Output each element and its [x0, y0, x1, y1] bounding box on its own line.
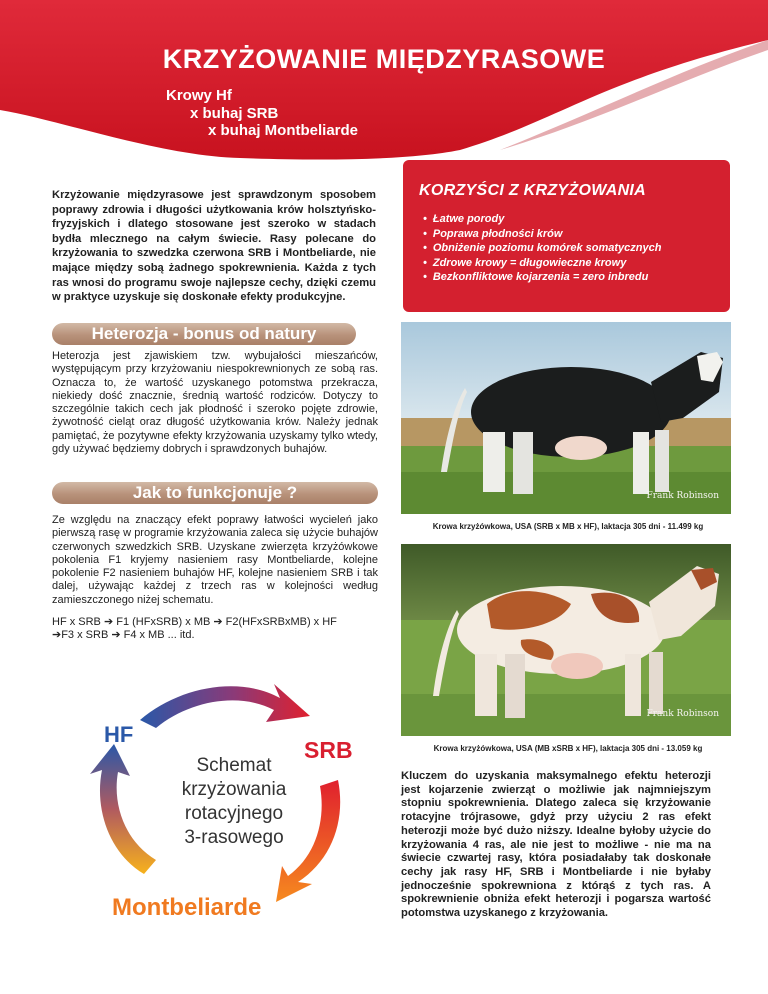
benefits-list: [403, 200, 730, 285]
benefit-item: • Obniżenie poziomu komórek somatycznych: [423, 241, 730, 256]
scheme-line-2: ➔F3 x SRB ➔ F4 x MB ... itd.: [52, 629, 195, 641]
diagram-center-text: [174, 754, 294, 850]
page-title: KRZYŻOWANIE MIĘDZYRASOWE: [162, 44, 606, 74]
howto-paragraph: Ze względu na znaczący efekt poprawy łatwości wycieleń jako pierwszą rasę w programie krzyżowania zaleca się użycie buhajów czerwonych szwedzkich SRB. Uzyskane zwierzęta krzyżówkowe pokolenia F1 kryjemy nasieniem rasy Montbeliarde, kolejne pokolenie F2 nasieniem buhajów HF, kolejne nasieniem SRB i tak dalej, używając każdej z trzech ras w kolejności według zamieszczonego niżej schematu.: [52, 514, 378, 606]
benefit-item: • Poprawa płodności krów: [423, 227, 730, 242]
photo-2-watermark: Frank Robinson: [646, 709, 719, 719]
scheme-line-1: HF x SRB ➔ F1 (HFxSRB) x MB ➔ F2(HFxSRBxMB) x HF: [52, 616, 337, 628]
arrow-hf-to-srb: [140, 684, 310, 728]
heterosis-paragraph: Heterozja jest zjawiskiem tzw. wybujałości mieszańców, występującym przy krzyżowaniu niespokrewnionych ze sobą ras. Oznacza to, że wartość uzyskanego potomstwa przekracza, niekiedy dość znacznie, średnią wartość rodziców. Dotyczy to szczególnie takich cech jak płodność i szeroko pojęte zdrowie, żywotność cieląt oraz długość użytkowania krów. Należy jednak pamiętać, że pozytywne efekty krzyżowania uzyskamy tylko wtedy, gdy używać będziemy dobrych i sprawdzonych buhajów.: [52, 350, 378, 456]
heterosis-heading: Heterozja - bonus od natury: [52, 323, 356, 345]
banner-shape: [0, 0, 768, 160]
center-line: krzyżowania: [181, 779, 287, 800]
photo-2-caption: Krowa krzyżówkowa, USA (MB xSRB x HF), laktacja 305 dni - 13.059 kg: [433, 744, 703, 753]
center-line: Schemat: [196, 755, 272, 776]
header-banner: [0, 0, 768, 160]
subtitle-line-2: x buhaj SRB: [190, 105, 279, 122]
center-line: rotacyjnego: [184, 803, 284, 824]
howto-heading: Jak to funkcjonuje ?: [52, 482, 378, 504]
benefit-item: • Bezkonfliktowe kojarzenia = zero inbredu: [423, 270, 730, 285]
arrow-mb-to-hf: [90, 744, 156, 874]
benefit-item: • Zdrowe krowy = długowieczne krowy: [423, 256, 730, 271]
closing-paragraph: Kluczem do uzyskania maksymalnego efektu heterozji jest kojarzenie zwierząt o możliwie jak najmniejszym stopniu spokrewnienia. Dlatego zaleca się krzyżowanie rotacyjne trójrasowe, gdyż przy użyciu 2 ras efekt heterozji może być dużo niższy. Idealne byłoby użycie do krzyżowania 4 ras, ale nie jest to możliwe - nie ma na świecie czwartej rasy, która posiadałaby tak doskonałe cechy jak rasy HF, SRB i Montbeliarde i nie byłaby jednocześnie spokrewniona z którąś z tych ras. A spokrewnienie obniża efekt heterozji i pogarsza wartość potomstwa uzyskanego z krzyżowania.: [401, 770, 711, 920]
benefits-title: KORZYŚCI Z KRZYŻOWANIA: [419, 182, 647, 199]
diagram-montbeliarde-label: Montbeliarde: [112, 894, 262, 921]
photo-1-watermark: Frank Robinson: [646, 491, 719, 501]
photo-cow-2: [401, 544, 731, 736]
cow-photo-black-white: [401, 322, 731, 514]
diagram-srb-label: SRB: [304, 737, 353, 763]
photo-1-caption: Krowa krzyżówkowa, USA (SRB x MB x HF), laktacja 305 dni - 11.499 kg: [432, 522, 704, 531]
subtitle-line-1: Krowy Hf: [166, 87, 232, 104]
rotation-diagram: [70, 670, 370, 930]
benefit-item: • Łatwe porody: [423, 212, 730, 227]
diagram-hf-label: HF: [104, 722, 134, 747]
intro-paragraph: Krzyżowanie międzyrasowe jest sprawdzonym sposobem poprawy zdrowia i długości użytkowania krów holsztyńsko-fryzyjskich i dlatego stosowane jest szeroko w stadach bydła mlecznego na całym świecie. Rasy polecane do krzyżowania to szwedzka czerwona SRB i Montbeliarde, nie mające między sobą żadnego spokrewnienia. Każda z tych ras wnosi do programu swoje najlepsze cechy, dzięki czemu w praktyce uzyskuje się doskonałe efekty produkcyjne.: [52, 189, 376, 304]
photo-cow-1: [401, 322, 731, 514]
subtitle-line-3: x buhaj Montbeliarde: [208, 122, 359, 139]
center-line: 3-rasowego: [184, 827, 284, 848]
benefits-box: [403, 160, 730, 312]
cow-photo-red-white: [401, 544, 731, 736]
